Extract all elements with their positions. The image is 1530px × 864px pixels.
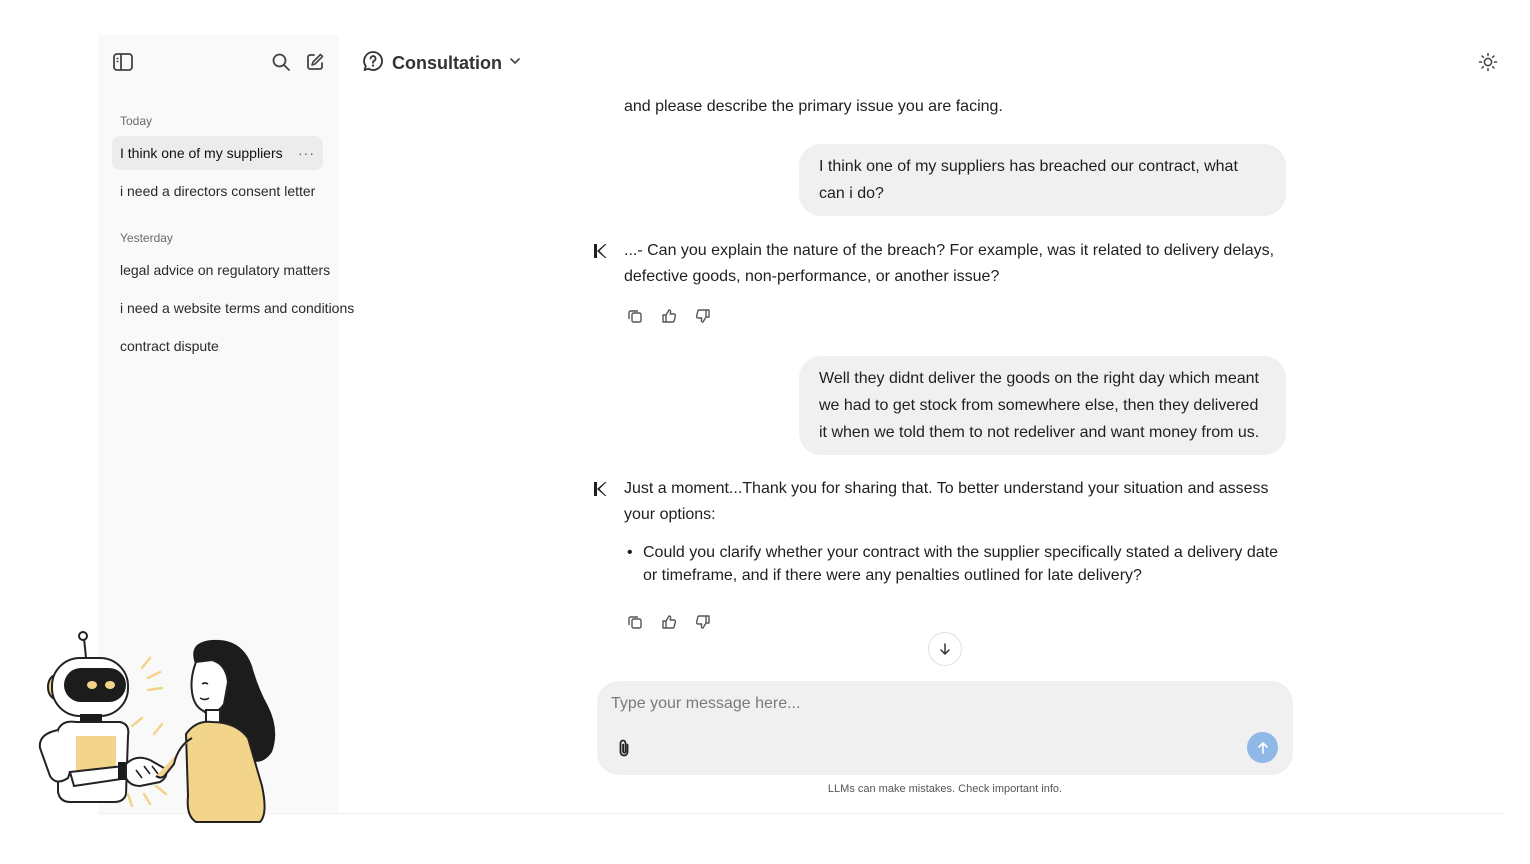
copy-icon[interactable] <box>625 306 645 326</box>
assistant-message: and please describe the primary issue you are facing. <box>624 98 1003 115</box>
sidebar-item-website-terms[interactable] <box>112 291 355 325</box>
sun-icon[interactable] <box>1476 50 1500 74</box>
disclaimer-text: LLMs can make mistakes. Check important info. <box>827 783 1063 795</box>
message-actions <box>625 306 713 326</box>
message-input[interactable] <box>611 693 1251 715</box>
more-options-icon[interactable]: ··· <box>298 145 315 161</box>
paperclip-icon[interactable] <box>613 737 635 759</box>
mode-label: Consultation <box>392 52 502 73</box>
section-label-yesterday: Yesterday <box>120 231 173 245</box>
sidebar-header <box>98 35 339 91</box>
message-composer <box>597 681 1293 775</box>
sidebar-item-label: I think one of my suppliers <box>120 145 283 161</box>
copy-icon[interactable] <box>625 612 645 632</box>
sidebar-item-label: i need a website terms and conditions <box>120 300 355 316</box>
send-button[interactable] <box>1247 732 1278 763</box>
divider <box>98 813 1503 814</box>
thumbs-up-icon[interactable] <box>659 612 679 632</box>
chevron-down-icon <box>508 54 522 73</box>
sidebar-item-label: i need a directors consent letter <box>120 183 316 199</box>
thumbs-down-icon[interactable] <box>693 306 713 326</box>
help-chat-icon <box>362 50 384 77</box>
user-message: Well they didnt deliver the goods on the right day which meant we had to get stock from somewhere else, then they delivered it when we told them to not redeliver and want money from us. <box>799 356 1286 455</box>
sidebar-toggle-icon[interactable] <box>111 50 135 74</box>
new-chat-icon[interactable] <box>303 50 327 74</box>
sidebar-item-suppliers[interactable] <box>112 136 323 170</box>
assistant-logo-icon <box>593 243 607 259</box>
sidebar-item-contract-dispute[interactable] <box>112 329 323 363</box>
assistant-message: ...- Can you explain the nature of the breach? For example, was it related to delivery delays, defective goods, non-performance, or another issue? <box>624 242 1275 285</box>
sidebar-item-label: legal advice on regulatory matters <box>120 262 331 278</box>
sidebar-item-label: contract dispute <box>120 338 219 354</box>
thumbs-up-icon[interactable] <box>659 306 679 326</box>
mode-selector[interactable] <box>362 49 522 77</box>
section-label-today: Today <box>120 114 153 128</box>
scroll-to-bottom-button[interactable] <box>928 632 962 666</box>
search-icon[interactable] <box>269 50 293 74</box>
user-message: I think one of my suppliers has breached our contract, what can i do? <box>799 144 1286 216</box>
sidebar-item-directors-consent[interactable] <box>112 174 323 208</box>
thumbs-down-icon[interactable] <box>693 612 713 632</box>
robot-handshake-illustration <box>36 626 286 824</box>
arrow-down-icon <box>938 642 952 656</box>
assistant-bullet-item: • Could you clarify whether your contract with the supplier specifically stated a delivery date or timeframe, and if there were any penalties outlined for late delivery? <box>643 541 1286 587</box>
message-actions <box>625 612 713 632</box>
assistant-logo-icon <box>593 481 607 497</box>
arrow-up-icon <box>1256 741 1270 755</box>
assistant-message: Just a moment...Thank you for sharing that. To better understand your situation and assess your options: <box>624 480 1269 523</box>
sidebar-item-regulatory[interactable] <box>112 253 331 287</box>
